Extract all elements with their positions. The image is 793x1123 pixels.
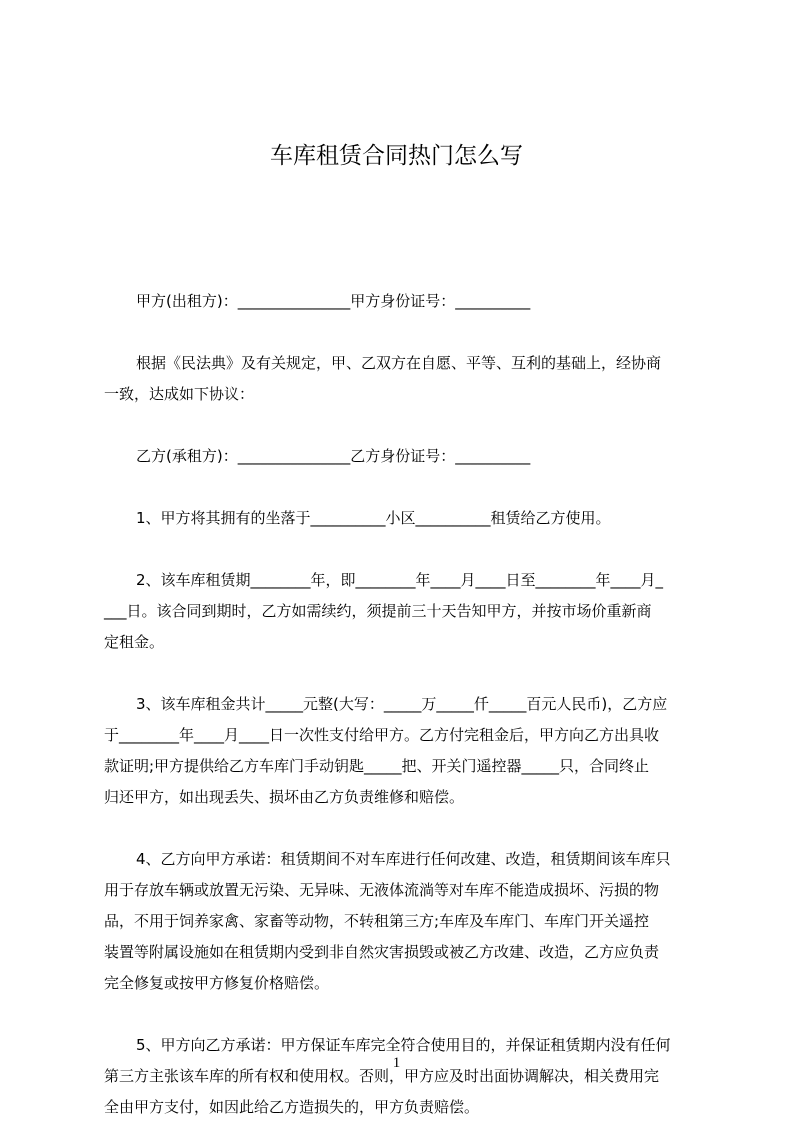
- clause-2: [104, 565, 702, 658]
- paragraph-line: ___日。该合同到期时，乙方如需续约，须提前三十天告知甲方，并按市场价重新商: [104, 602, 652, 620]
- clause-3: [104, 689, 702, 813]
- paragraph-line: 装置等附属设施如在租赁期内受到非自然灾害损毁或被乙方改建、改造，乙方应负责: [104, 943, 660, 961]
- paragraph-line: 第三方主张该车库的所有权和使用权。否则，甲方应及时出面协调解决，相关费用完: [104, 1067, 660, 1085]
- paragraph-line: 定租金。: [104, 633, 165, 651]
- page-title: 车库租赁合同热门怎么写: [270, 143, 523, 169]
- paragraph-line: 归还甲方，如出现丢失、损坏由乙方负责维修和赔偿。: [104, 788, 465, 806]
- paragraph-line: 1、甲方将其拥有的坐落于__________小区__________租赁给乙方使用。: [136, 509, 611, 527]
- clause-4: [104, 844, 702, 999]
- paragraph-line: 完全修复或按甲方修复价格赔偿。: [104, 974, 330, 992]
- paragraph-line: 品，不用于饲养家禽、家畜等动物，不转租第三方;车库及车库门、车库门开关遥控: [104, 912, 650, 930]
- paragraph-line: 全由甲方支付，如因此给乙方造损失的，甲方负责赔偿。: [104, 1098, 480, 1116]
- paragraph-line: 5、甲方向乙方承诺：甲方保证车库完全符合使用目的，并保证租赁期内没有任何: [136, 1036, 671, 1054]
- paragraph-line: 甲方(出租方)：_______________甲方身份证号：__________: [136, 292, 531, 310]
- paragraph-line: 2、该车库租赁期________年，即________年____月____日至________年____月_: [136, 571, 664, 589]
- clause-1: [104, 503, 702, 534]
- paragraph-line: 乙方(承租方)：_______________乙方身份证号：__________: [136, 447, 531, 465]
- paragraph-line: 4、乙方向甲方承诺：租赁期间不对车库进行任何改建、改造，租赁期间该车库只: [136, 850, 671, 868]
- party-b-info: [104, 441, 702, 472]
- paragraph-line: 用于存放车辆或放置无污染、无异味、无液体流淌等对车库不能造成损坏、污损的物: [104, 881, 660, 899]
- preamble-paragraph: [104, 348, 702, 410]
- paragraph-line: 3、该车库租金共计_____元整(大写：_____万_____仟_____百元人民币)，乙方应: [136, 695, 668, 713]
- document-body: [104, 286, 702, 1123]
- paragraph-line: 于________年____月____日一次性支付给甲方。乙方付完租金后，甲方向乙方出具收: [104, 726, 660, 744]
- party-a-info: [104, 286, 702, 317]
- paragraph-line: 根据《民法典》及有关规定，甲、乙双方在自愿、平等、互利的基础上，经协商: [136, 354, 662, 372]
- clause-5: [104, 1030, 702, 1123]
- paragraph-line: 款证明;甲方提供给乙方车库门手动钥匙_____把、开关门遥控器_____只，合同终止: [104, 757, 650, 775]
- paragraph-line: 一致，达成如下协议：: [104, 385, 255, 403]
- page-number: 1: [392, 1055, 401, 1071]
